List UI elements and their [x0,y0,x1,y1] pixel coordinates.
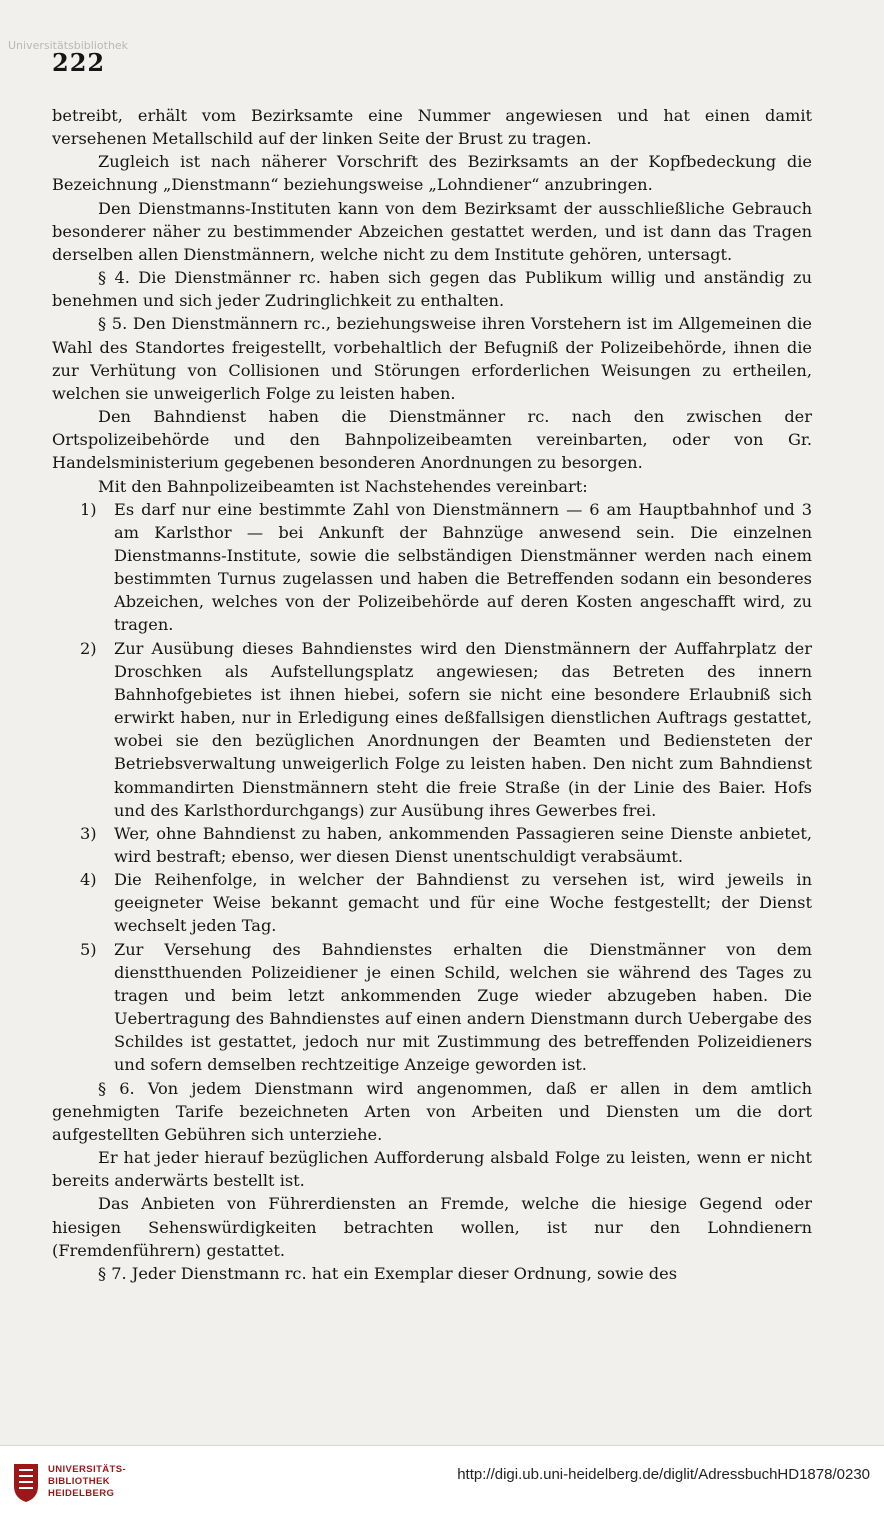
paragraph: Er hat jeder hierauf bezüglichen Aufforderung alsbald Folge zu leisten, wenn er nicht bereits anderwärts bestellt ist. [52,1148,812,1191]
list-item [52,938,812,1077]
list-number: 1) [80,499,97,519]
paragraph: Mit den Bahnpolizeibeamten ist Nachstehendes vereinbart: [98,476,588,496]
permalink-url[interactable]: http://digi.ub.uni-heidelberg.de/diglit/AdressbuchHD1878/0230 [457,1466,870,1483]
paragraph: Den Dienstmanns-Instituten kann von dem Bezirksamt der ausschließliche Gebrauch besonderer näher zu bestimmender Abzeichen gestattet werden, und ist dann das Tragen derselben allen Dienstmännern, welche nicht zu dem Institute gehören, untersagt. [52,198,812,264]
page-number: 222 [52,48,106,77]
body-text [52,104,812,1285]
list-number: 2) [80,638,97,658]
paragraph: Das Anbieten von Führerdiensten an Fremde, welche die hiesige Gegend oder hiesigen Sehenswürdigkeiten betrachten wollen, ist nur den Lohndienern (Fremdenführern) gestattet. [52,1194,812,1260]
section-6-paragraph: § 6. Von jedem Dienstmann wird angenommen, daß er allen in dem amtlich genehmigten Tarife bezeichneten Arten von Arbeiten und Diensten um die dort aufgestellten Gebühren sich unterziehe. [52,1078,812,1144]
list-item-text: Es darf nur eine bestimmte Zahl von Dienstmännern — 6 am Hauptbahnhof und 3 am Karlsthor — bei Ankunft der Bahnzüge anwesend sein. Die einzelnen Dienstmanns-Institute, sowie die selbständigen Dienstmänner werden nach einem bestimmten Turnus zugelassen und haben die Betreffenden sodann ein besonderes Abzeichen, welches von der Polizeibehörde auf deren Kosten angeschafft wird, zu tragen. [114,499,812,635]
list-item [52,498,812,637]
library-logo[interactable] [12,1460,222,1508]
logo-line: HEIDELBERG [48,1488,115,1499]
list-item-text: Zur Versehung des Bahndienstes erhalten die Dienstmänner von dem dienstthuenden Polizeidiener je einen Schild, welchen sie während des Tages zu tragen und beim letzt ankommenden Zuge wieder abzugeben haben. Die Uebertragung des Bahndienstes auf einen andern Dienstmann durch Uebergabe des Schildes ist gestattet, jedoch nur mit Zustimmung des betreffenden Polizeidieners und sofern demselben rechtzeitige Anzeige geworden ist. [114,939,812,1075]
list-item [52,868,812,937]
list-item-text: Wer, ohne Bahndienst zu haben, ankommenden Passagieren seine Dienste anbietet, wird bestraft; ebenso, wer diesen Dienst unentschuldigt verabsäumt. [114,823,812,866]
list-number: 3) [80,823,97,843]
list-item-text: Zur Ausübung dieses Bahndienstes wird den Dienstmännern der Auffahrplatz der Droschken als Aufstellungsplatz angewiesen; das Betreten des innern Bahnhofgebietes ist ihnen hiebei, sofern sie nicht eine besondere Erlaubniß sich erwirkt haben, nur in Erledigung eines deßfallsigen dienstlichen Auftrags gestattet, wobei sie den bezüglichen Anordnungen der Beamten und Bediensteten der Betriebsverwaltung unweigerlich Folge zu leisten haben. Den nicht zum Bahndienst kommandirten Dienstmännern steht die freie Straße (in der Linie des Baier. Hofs und des Karlsthordurchgangs) zur Ausübung ihres Gewerbes frei. [114,638,812,820]
list-number: 5) [80,939,97,959]
section-7-paragraph: § 7. Jeder Dienstmann rc. hat ein Exemplar dieser Ordnung, sowie des [98,1263,678,1283]
viewer-footer [0,1445,884,1520]
logo-line: UNIVERSITÄTS- [48,1464,127,1475]
list-item [52,637,812,822]
library-logo-icon [12,1462,40,1504]
list-number: 4) [80,870,97,890]
logo-line: BIBLIOTHEK [48,1476,111,1487]
paragraph: Den Bahndienst haben die Dienstmänner rc. nach den zwischen der Ortspolizeibehörde und den Bahnpolizeibeamten vereinbarten, oder von Gr. Handelsministerium gegebenen besonderen Anordnungen zu besorgen. [52,407,812,473]
section-5-paragraph: § 5. Den Dienstmännern rc., beziehungsweise ihren Vorstehern ist im Allgemeinen die Wahl des Standortes freigestellt, vorbehaltlich der Befugniß der Polizeibehörde, ihnen die zur Verhütung von Collisionen und Störungen erforderlichen Weisungen zu ertheilen, welchen sie unweigerlich Folge zu leisten haben. [52,314,812,403]
library-logo-text [48,1464,126,1500]
paragraph: Zugleich ist nach näherer Vorschrift des Bezirksamts an der Kopfbedeckung die Bezeichnung „Dienstmann“ beziehungsweise „Lohndiener“ anzubringen. [52,152,812,195]
library-watermark: Universitätsbibliothek [8,39,129,52]
list-item-text: Die Reihenfolge, in welcher der Bahndienst zu versehen ist, wird jeweils in geeigneter Weise bekannt gemacht und für eine Woche festgestellt; der Dienst wechselt jeden Tag. [114,870,812,936]
list-item [52,822,812,868]
section-4-paragraph: § 4. Die Dienstmänner rc. haben sich gegen das Publikum willig und anständig zu benehmen und sich jeder Zudringlichkeit zu enthalten. [52,268,812,311]
numbered-list [52,498,812,1077]
paragraph: betreibt, erhält vom Bezirksamte eine Nummer angewiesen und hat einen damit versehenen Metallschild auf der linken Seite der Brust zu tragen. [52,106,812,149]
